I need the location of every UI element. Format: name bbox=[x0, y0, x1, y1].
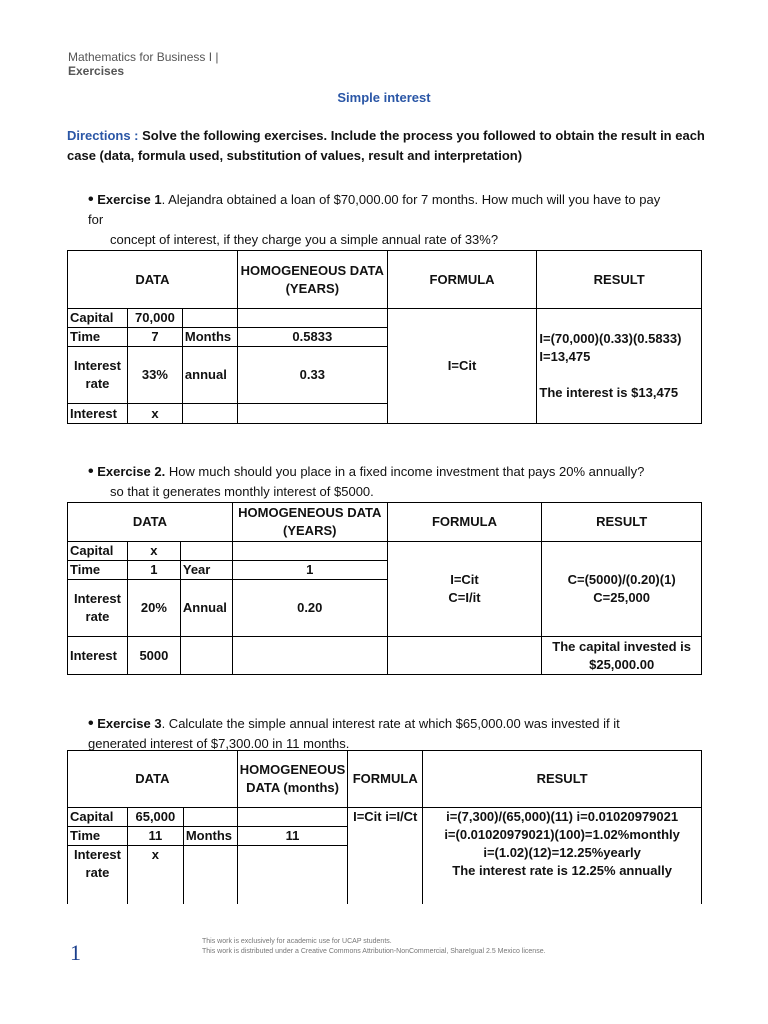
formula-cell: I=Cit bbox=[387, 309, 537, 424]
header-formula: FORMULA bbox=[387, 503, 542, 542]
result-conclusion: The interest is $13,475 bbox=[539, 385, 679, 400]
time-homogeneous: 1 bbox=[232, 561, 387, 580]
header-data: DATA bbox=[68, 251, 238, 309]
rate-homogeneous: 0.33 bbox=[237, 347, 387, 404]
exercise-1-line3: concept of interest, if they charge you a simple annual rate of 33%? bbox=[110, 232, 499, 247]
exercise-3-label: Exercise 3 bbox=[97, 716, 162, 731]
section-header: Exercises bbox=[68, 64, 125, 78]
course-header: Mathematics for Business I | bbox=[68, 50, 219, 64]
result-cell bbox=[542, 542, 702, 637]
exercise-1-label: Exercise 1 bbox=[97, 192, 162, 207]
rate-value: 20% bbox=[127, 580, 180, 637]
time-label: Time bbox=[68, 561, 128, 580]
footer-line: This work is distributed under a Creative Commons Attribution-NonCommercial, ShareIgual 2.5 Mexico license. bbox=[202, 948, 546, 955]
capital-value: x bbox=[127, 542, 180, 561]
formula-line: C=I/it bbox=[448, 590, 481, 605]
interest-label: Interest bbox=[68, 404, 128, 424]
formula-empty-cell bbox=[387, 637, 542, 675]
time-unit: Months bbox=[183, 827, 237, 846]
exercise-1-table bbox=[67, 250, 702, 424]
header-formula: FORMULA bbox=[348, 751, 423, 808]
header-homogeneous: HOMOGENEOUS DATA (months) bbox=[237, 751, 347, 808]
exercise-3-line2: generated interest of $7,300.00 in 11 months. bbox=[88, 736, 350, 751]
result-line: I=13,475 bbox=[539, 349, 591, 364]
exercise-3-line1: . Calculate the simple annual interest rate at which $65,000.00 was invested if it bbox=[161, 716, 620, 731]
result-conclusion: The interest rate is 12.25% annually bbox=[452, 863, 672, 878]
exercise-3-table bbox=[67, 750, 702, 904]
exercise-1-text bbox=[88, 190, 708, 250]
result-cell bbox=[537, 309, 702, 424]
time-unit: Months bbox=[182, 328, 237, 347]
time-label: Time bbox=[68, 328, 128, 347]
header-formula: FORMULA bbox=[387, 251, 537, 309]
exercise-1-line1: . Alejandra obtained a loan of $70,000.00 for 7 months. How much will you have to pay bbox=[161, 192, 661, 207]
result-line: i=(1.02)(12)=12.25%yearly bbox=[483, 845, 641, 860]
time-homogeneous: 0.5833 bbox=[237, 328, 387, 347]
footer-license bbox=[202, 937, 546, 957]
rate-unit: Annual bbox=[180, 580, 232, 637]
page-title: Simple interest bbox=[337, 90, 431, 105]
time-value: 1 bbox=[127, 561, 180, 580]
time-value: 11 bbox=[127, 827, 183, 846]
directions-label: Directions : bbox=[67, 128, 139, 143]
directions-text: Solve the following exercises. Include the process you followed to obtain the result in each case (data, formula used, substitution of values, result and interpretation) bbox=[67, 128, 705, 163]
capital-value: 70,000 bbox=[127, 309, 182, 328]
header-data: DATA bbox=[68, 503, 233, 542]
rate-value: 33% bbox=[127, 347, 182, 404]
rate-value: x bbox=[127, 846, 183, 904]
rate-label: Interest rate bbox=[68, 846, 128, 904]
header-homogeneous: HOMOGENEOUS DATA (YEARS) bbox=[237, 251, 387, 309]
rate-label: Interest rate bbox=[68, 580, 128, 637]
capital-label: Capital bbox=[68, 542, 128, 561]
header-homogeneous: HOMOGENEOUS DATA (YEARS) bbox=[232, 503, 387, 542]
exercise-2-table bbox=[67, 502, 702, 675]
formula-cell: I=Cit i=I/Ct bbox=[348, 808, 423, 904]
footer-line: This work is exclusively for academic use for UCAP students. bbox=[202, 938, 392, 945]
time-label: Time bbox=[68, 827, 128, 846]
header-result: RESULT bbox=[537, 251, 702, 309]
header-result: RESULT bbox=[423, 751, 702, 808]
exercise-2-text bbox=[88, 462, 708, 502]
exercise-3-text bbox=[88, 714, 708, 754]
result-line: i=(0.01020979021)(100)=1.02%monthly bbox=[444, 827, 680, 842]
time-value: 7 bbox=[127, 328, 182, 347]
result-line: i=(7,300)/(65,000)(11) i=0.01020979021 bbox=[446, 809, 679, 824]
result-line: C=25,000 bbox=[593, 590, 651, 605]
time-homogeneous: 11 bbox=[237, 827, 347, 846]
capital-label: Capital bbox=[68, 808, 128, 827]
result-line: C=(5000)/(0.20)(1) bbox=[567, 572, 676, 587]
exercise-2-line2: so that it generates monthly interest of $5000. bbox=[110, 484, 374, 499]
rate-label: Interest rate bbox=[68, 347, 128, 404]
capital-value: 65,000 bbox=[127, 808, 183, 827]
formula-cell bbox=[387, 542, 542, 637]
bullet-icon: • bbox=[88, 715, 94, 732]
result-cell bbox=[423, 808, 702, 904]
formula-line: I=Cit bbox=[450, 572, 479, 587]
interest-value: 5000 bbox=[127, 637, 180, 675]
header-result: RESULT bbox=[542, 503, 702, 542]
exercise-2-line1: How much should you place in a fixed income investment that pays 20% annually? bbox=[168, 464, 645, 479]
capital-label: Capital bbox=[68, 309, 128, 328]
result-conclusion: The capital invested is $25,000.00 bbox=[542, 637, 702, 675]
rate-unit: annual bbox=[182, 347, 237, 404]
result-line: I=(70,000)(0.33)(0.5833) bbox=[539, 331, 682, 346]
directions bbox=[67, 126, 707, 166]
exercise-1-line2: for bbox=[88, 212, 104, 227]
header-data: DATA bbox=[68, 751, 238, 808]
bullet-icon: • bbox=[88, 463, 94, 480]
rate-homogeneous: 0.20 bbox=[232, 580, 387, 637]
interest-label: Interest bbox=[68, 637, 128, 675]
exercise-2-label: Exercise 2. bbox=[97, 464, 166, 479]
bullet-icon: • bbox=[88, 191, 94, 208]
time-unit: Year bbox=[180, 561, 232, 580]
page-number: 1 bbox=[70, 940, 81, 965]
interest-value: x bbox=[127, 404, 182, 424]
